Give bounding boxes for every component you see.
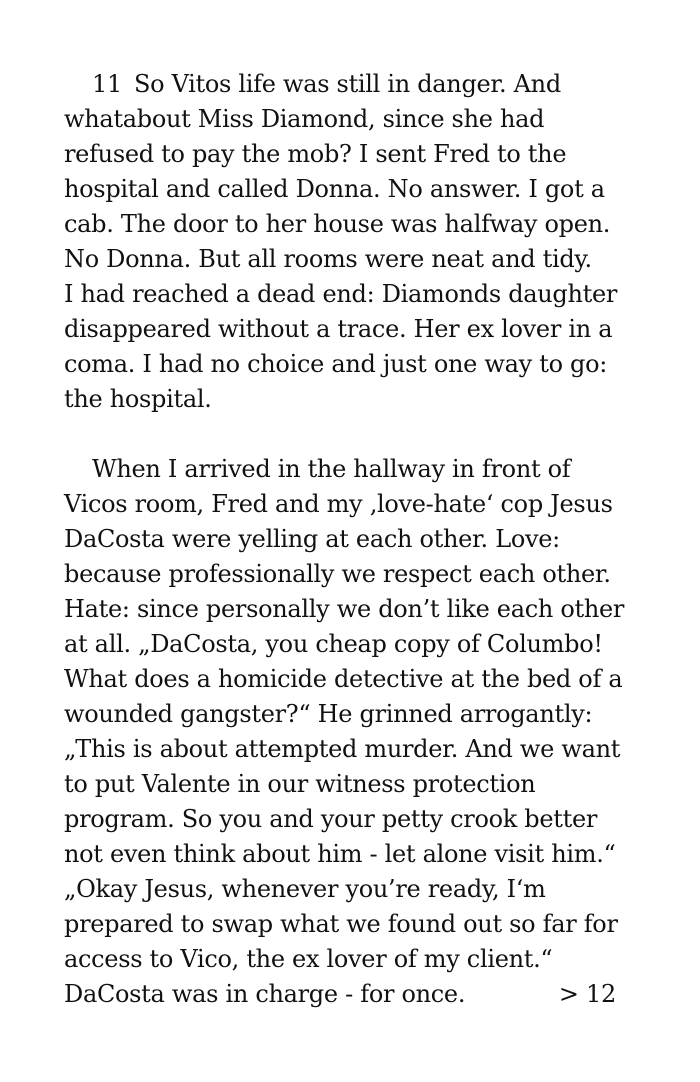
text-line: disappeared without a trace. Her ex lover in a [64, 315, 613, 343]
paragraph-2 [64, 452, 634, 1012]
text-line: access to Vico, the ex lover of my client.“ [64, 945, 553, 973]
text-line: When I arrived in the hallway in front of [92, 455, 571, 483]
text-line: not even think about him - let alone visit him.“ [64, 840, 616, 868]
text-line: Hate: since personally we don’t like each other [64, 595, 625, 623]
text-line: prepared to swap what we found out so far for [64, 910, 618, 938]
text-line: I had reached a dead end: Diamonds daughter [64, 280, 618, 308]
text-line: Vicos room, Fred and my ‚love-hate‘ cop Jesus [64, 490, 613, 518]
text-line: DaCosta were yelling at each other. Love: [64, 525, 560, 553]
next-page-link[interactable]: > 12 [558, 980, 616, 1008]
text-line: What does a homicide detective at the bed of a [64, 665, 623, 693]
paragraph-1 [64, 67, 634, 417]
text-line: at all. „DaCosta, you cheap copy of Columbo! [64, 630, 603, 658]
text-line: because professionally we respect each other. [64, 560, 611, 588]
text-line: to put Valente in our witness protection [64, 770, 536, 798]
text-line: 11 So Vitos life was still in danger. And [64, 67, 634, 102]
text-line: refused to pay the mob? I sent Fred to the [64, 140, 567, 168]
page-text [64, 67, 634, 1012]
paragraph-gap [64, 417, 634, 452]
text-line: wounded gangster?“ He grinned arrogantly: [64, 700, 593, 728]
text-line: cab. The door to her house was halfway open. [64, 210, 611, 238]
text-line: „This is about attempted murder. And we want [64, 735, 621, 763]
text-line: program. So you and your petty crook better [64, 805, 598, 833]
last-text-line [64, 977, 616, 1012]
text-line: hospital and called Donna. No answer. I got a [64, 175, 605, 203]
section-number: 11 [92, 70, 122, 98]
text-line: the hospital. [64, 385, 212, 413]
text-line: coma. I had no choice and just one way to go: [64, 350, 608, 378]
text-line: No Donna. But all rooms were neat and tidy. [64, 245, 592, 273]
closing-sentence: DaCosta was in charge - for once. [64, 980, 466, 1008]
text-line: „Okay Jesus, whenever you’re ready, I‘m [64, 875, 546, 903]
text-line: whatabout Miss Diamond, since she had [64, 105, 545, 133]
